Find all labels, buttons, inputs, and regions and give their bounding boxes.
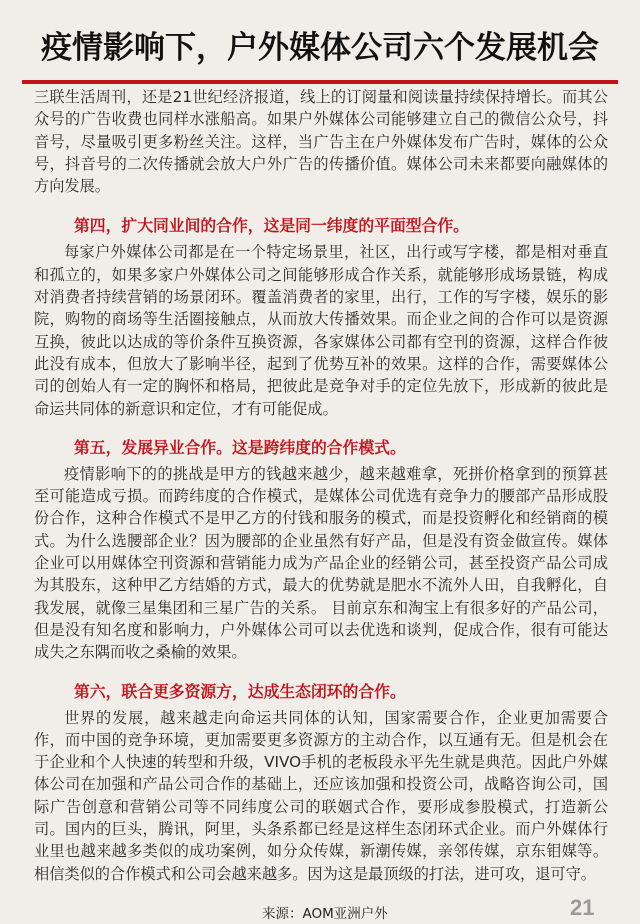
- page-title: 疫情影响下，户外媒体公司六个发展机会: [41, 29, 599, 66]
- page-number: 21: [570, 895, 595, 920]
- title-divider: [22, 80, 618, 84]
- page-footer: [0, 884, 640, 924]
- section-heading-5: 第五，发展异业合作。这是跨纬度的合作模式。: [74, 437, 406, 457]
- article-body: [34, 86, 608, 885]
- title-bar: [0, 0, 640, 88]
- source-credit: 来源：AOM亚洲户外: [262, 906, 388, 922]
- section-heading-4: 第四，扩大同业间的合作，这是同一纬度的平面型合作。: [74, 216, 469, 236]
- section-heading-6: 第六，联合更多资源方，达成生态闭环的合作。: [74, 681, 406, 701]
- section-paragraph-6: 世界的发展，越来越走向命运共同体的认知，国家需要合作，企业更加需要合作，而中国的竞争环境，更加需要更多资源方的主动合作，以互通有无。但是机会在于企业和个人快速的转型和升级，VIVO手机的老板段永平先生就是典范。因此户外媒体公司在加强和产品公司合作的基础上，还应该加强和投资公司，战略咨询公司，国际广告创意和营销公司等不同纬度公司的联姻式合作，要形成参股模式，打造新公司。国内的巨头，腾讯，阿里，头条系都已经是这样生态闭环式企业。而户外媒体行业里也越来越多类似的成功案例，如分众传媒，新潮传媒，亲邻传媒，京东钼媒等。相信类似的合作模式和公司会越来越多。因为这是最顶级的打法，进可攻，退可守。: [34, 708, 608, 883]
- section-paragraph-5: 疫情影响下的的挑战是甲方的钱越来越少，越来越难拿，死拼价格拿到的预算甚至可能造成亏损。而跨纬度的合作模式，是媒体公司优选有竞争力的腰部产品形成股份合作，这种合作模式不是甲乙方的付钱和服务的模式，而是投资孵化和经销商的模式。为什么选腰部企业？因为腰部的企业虽然有好产品，但是没有资金做宣传。媒体企业可以用媒体空刊资源和营销能力成为产品企业的经销公司，甚至投资产品公司成为其股东，这种甲乙方结婚的方式，最大的优势就是肥水不流外人田，自我孵化，自我发展，就像三星集团和三星广告的关系。 目前京东和淘宝上有很多好的产品公司，但是没有知名度和影响力，户外媒体公司可以去优选和谈判，促成合作，很有可能达成失之东隅而收之桑榆的效果。: [34, 464, 608, 662]
- intro-paragraph: 三联生活周刊，还是21世纪经济报道，线上的订阅量和阅读量持续保持增长。而其公众号的广告收费也同样水涨船高。如果户外媒体公司能够建立自己的微信公众号，抖音号，尽量吸引更多粉丝关注。这样，当广告主在户外媒体发布广告时，媒体的公众号，抖音号的二次传播就会放大户外广告的传播价值。媒体公司未来都要向融媒体的方向发展。: [34, 88, 608, 196]
- section-paragraph-4: 每家户外媒体公司都是在一个特定场景里，社区，出行或写字楼，都是相对垂直和孤立的，如果多家户外媒体公司之间能够形成合作关系，就能够形成场景链，构成对消费者持续营销的场景闭环。覆盖消费者的家里，出行，工作的写字楼，娱乐的影院，购物的商场等生活圈接触点，从而放大传播效果。而企业之间的合作可以是资源互换，彼此以达成的等价条件互换资源，各家媒体公司都有空刊的资源，这样合作彼此没有成本，但放大了影响半径，起到了优势互补的效果。这样的合作，需要媒体公司的创始人有一定的胸怀和格局，把彼此是竞争对手的定位先放下，形成新的彼此是命运共同体的新意识和定位，才有可能促成。: [34, 243, 608, 418]
